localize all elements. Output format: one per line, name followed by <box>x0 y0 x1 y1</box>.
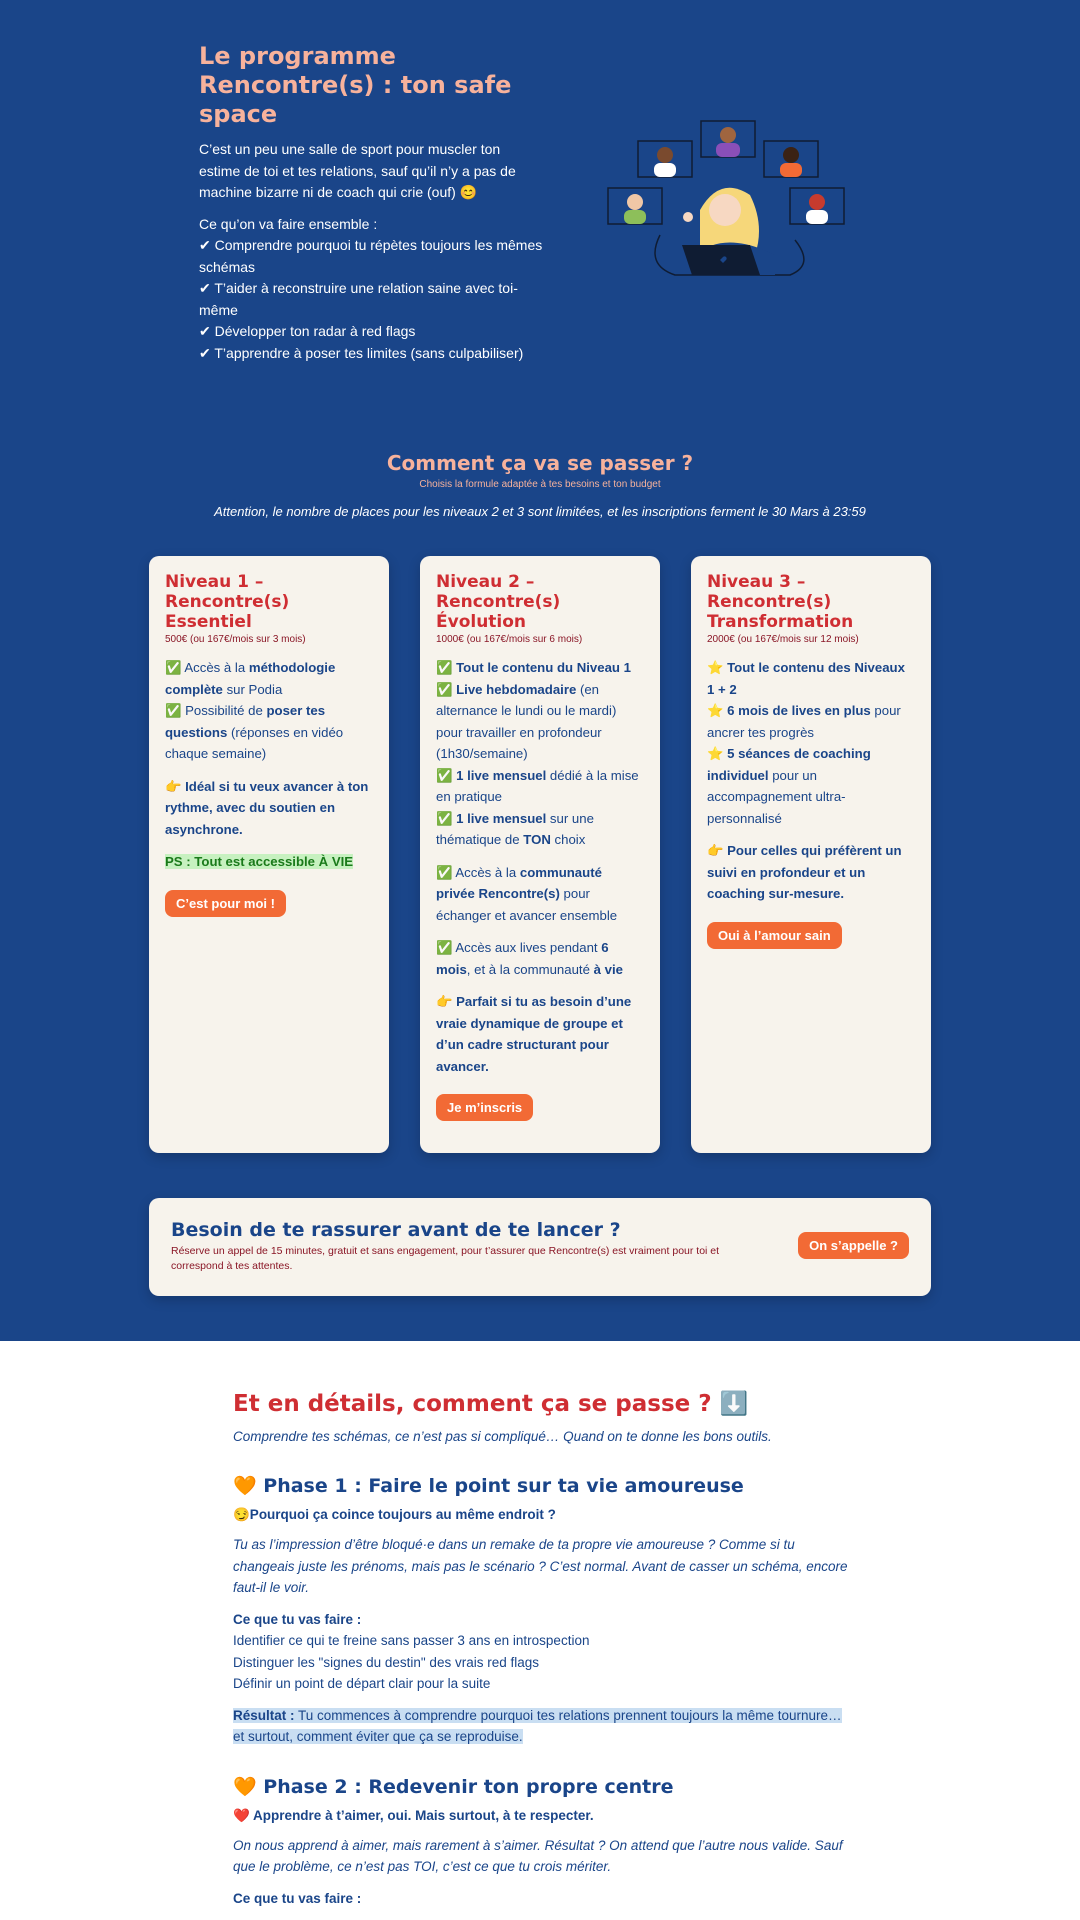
card-title: Niveau 2 – Rencontre(s) Évolution <box>436 572 561 632</box>
ps-highlight: PS : Tout est accessible À VIE <box>165 854 354 869</box>
text: sur Podia <box>222 681 283 697</box>
oui-amour-sain-button[interactable]: Oui à l’amour sain <box>707 922 842 949</box>
intro-paragraph: C’est un peu une salle de sport pour muscler ton estime de toi et tes relations, sauf qu’il n’y a pas de machine bizarre ni de coach qui crie (ouf) 😊 <box>199 141 516 200</box>
result-text: Tu commences à comprendre pourquoi tes relations prennent toujours la même tournure… et surtout, comment éviter que ça se reproduise. <box>233 1707 842 1744</box>
text: (en alternance le lundi ou le mardi) pour travailler en profondeur (1h30/semaine) <box>436 681 617 761</box>
avatar-frame <box>638 141 692 177</box>
details-section <box>233 1388 848 1909</box>
text: ✅ Accès à la <box>165 660 249 675</box>
text-bold: communauté privée Rencontre(s) <box>436 864 602 901</box>
reassure-banner <box>149 1198 931 1296</box>
text-bold: TON <box>523 832 551 847</box>
text: 👉 <box>165 778 186 794</box>
text: pour échanger et avancer ensemble <box>436 886 618 923</box>
text: ⭐ <box>707 660 728 675</box>
reassure-title: Besoin de te rassurer avant de te lancer ? <box>171 1219 621 1241</box>
pricing-card-level-3 <box>691 556 931 1153</box>
card-price: 1000€ (ou 167€/mois sur 6 mois) <box>436 634 583 645</box>
text: ✅ <box>436 660 457 675</box>
text: ⭐ <box>707 703 728 718</box>
list-item: ✔ T’aider à reconstruire une relation saine avec toi-même <box>199 280 518 318</box>
details-lead: Comprendre tes schémas, ce n’est pas si compliqué… Quand on te donne les bons outils. <box>233 1429 772 1444</box>
phase-2-question: ❤️ Apprendre à t’aimer, oui. Mais surtout, à te respecter. <box>233 1807 594 1823</box>
how-section <box>0 448 1080 522</box>
text-bold: Parfait si tu as besoin d’une vraie dynamique de groupe et d’un cadre structurant pour avancer. <box>436 994 632 1074</box>
result-label: Résultat : <box>233 1707 295 1723</box>
text-bold: Tout le contenu des Niveaux 1 + 2 <box>707 660 905 697</box>
text: ✅ Possibilité de <box>165 703 267 718</box>
card-price: 500€ (ou 167€/mois sur 3 mois) <box>165 634 306 645</box>
phase-1-result <box>233 1705 848 1748</box>
text: sur une thématique de <box>436 810 594 847</box>
text-bold: Idéal si tu veux avancer à ton rythme, avec du soutien en asynchrone. <box>165 778 369 837</box>
card-ideal <box>707 840 915 905</box>
text-bold: Tout le contenu du Niveau 1 <box>456 660 631 675</box>
text-bold: 6 mois de lives en plus <box>727 703 871 718</box>
how-subtitle: Choisis la formule adaptée à tes besoins et ton budget <box>419 479 661 490</box>
card-features <box>436 657 644 851</box>
text: ⭐ <box>707 746 728 761</box>
card-access <box>436 937 644 980</box>
on-sappelle-button[interactable]: On s’appelle ? <box>798 1232 909 1259</box>
intro-block <box>199 42 544 364</box>
text: ✅ Accès à la <box>436 864 520 880</box>
text-bold: méthodologie complète <box>165 660 336 697</box>
text: , et à la communauté <box>466 961 594 977</box>
details-title: Et en détails, comment ça se passe ? ⬇️ <box>233 1391 749 1417</box>
text: ✅ <box>436 681 457 697</box>
text: 👉 <box>707 843 728 858</box>
card-title: Niveau 3 – Rencontre(s) Transformation <box>707 572 854 632</box>
card-ideal <box>165 776 373 841</box>
card-title: Niveau 1 – Rencontre(s) Essentiel <box>165 572 290 632</box>
cest-pour-moi-button[interactable]: C’est pour moi ! <box>165 890 286 917</box>
list-item: ✔ Comprendre pourquoi tu répètes toujours les mêmes schémas <box>199 237 543 275</box>
phase-2-todo-heading: Ce que tu vas faire : <box>233 1890 362 1906</box>
card-features <box>707 657 915 829</box>
intro-title: Le programme Rencontre(s) : ton safe space <box>199 42 512 128</box>
list-item: ✔ T’apprendre à poser tes limites (sans culpabiliser) <box>199 344 524 361</box>
avatar-frame <box>608 188 662 224</box>
pricing-card-level-2 <box>420 556 660 1153</box>
text: dédié à la mise en pratique <box>436 767 639 804</box>
text: choix <box>550 832 586 847</box>
text-bold: Live hebdomadaire <box>456 681 577 697</box>
text-bold: à vie <box>593 961 623 977</box>
text: 👉 <box>436 994 457 1009</box>
phase-2-title: 🧡 Phase 2 : Redevenir ton propre centre <box>233 1775 674 1798</box>
phase-1-todo-heading: Ce que tu vas faire : <box>233 1611 362 1627</box>
text: ✅ <box>436 810 457 826</box>
reassure-text: Réserve un appel de 15 minutes, gratuit et sans engagement, pour t’assurer que Rencontre(s) est vraiment pour toi et correspond à tes attentes. <box>171 1245 720 1272</box>
list-item: ✔ Développer ton radar à red flags <box>199 323 416 339</box>
list-item: Identifier ce qui te freine sans passer 3 ans en introspection <box>233 1633 590 1648</box>
text: pour ancrer tes progrès <box>707 703 901 740</box>
card-community <box>436 862 644 927</box>
phase-1-title: 🧡 Phase 1 : Faire le point sur ta vie amoureuse <box>233 1475 744 1497</box>
pricing-card-level-1 <box>149 556 389 1153</box>
card-ideal <box>436 991 644 1077</box>
how-warning: Attention, le nombre de places pour les niveaux 2 et 3 sont limitées, et les inscriptions ferment le 30 Mars à 23:59 <box>214 504 866 519</box>
je-minscris-button[interactable]: Je m’inscris <box>436 1094 533 1121</box>
avatar-frame <box>701 121 755 157</box>
intro-list <box>199 235 544 364</box>
result-highlight <box>233 1708 842 1745</box>
list-item: Définir un point de départ clair pour la suite <box>233 1676 491 1691</box>
text-bold: Pour celles qui préfèrent un suivi en profondeur et un coaching sur-mesure. <box>707 843 902 901</box>
text-bold: 5 séances de coaching individuel <box>707 746 871 783</box>
avatar-frame <box>790 188 844 224</box>
card-features <box>165 657 373 765</box>
text-bold: 1 live mensuel <box>456 767 547 783</box>
text: pour un accompagnement ultra-personnalisé <box>707 767 846 826</box>
how-title: Comment ça va se passer ? <box>386 451 694 475</box>
phase-1-question: 😏Pourquoi ça coince toujours au même endroit ? <box>233 1507 556 1522</box>
text: (réponses en vidéo chaque semaine) <box>165 724 344 761</box>
avatar-frame <box>764 141 818 177</box>
text-bold: 1 live mensuel <box>456 810 547 826</box>
intro-list-heading: Ce qu’on va faire ensemble : <box>199 215 378 232</box>
text-bold: poser tes questions <box>165 703 326 740</box>
phase-2-italic: On nous apprend à aimer, mais rarement à s’aimer. Résultat ? On attend que l’autre nous valide. Sauf que le problème, ce n’est pas TOI, c’est ce que tu crois mériter. <box>233 1837 843 1874</box>
text: ✅ Accès aux lives pendant <box>436 940 602 955</box>
list-item: Distinguer les "signes du destin" des vrais red flags <box>233 1654 539 1670</box>
text-bold: 6 mois <box>436 940 609 977</box>
text: ✅ <box>436 767 457 783</box>
phase-1-italic: Tu as l’impression d’être bloqué·e dans un remake de ta propre vie amoureuse ? Comme si tu changeais juste les prénoms, mais pas le scénario ? C’est normal. Avant de casser un schéma, encore faut-il le voir. <box>233 1537 848 1595</box>
video-call-illustration <box>600 115 850 290</box>
card-ps <box>165 851 373 873</box>
card-price: 2000€ (ou 167€/mois sur 12 mois) <box>707 634 859 645</box>
